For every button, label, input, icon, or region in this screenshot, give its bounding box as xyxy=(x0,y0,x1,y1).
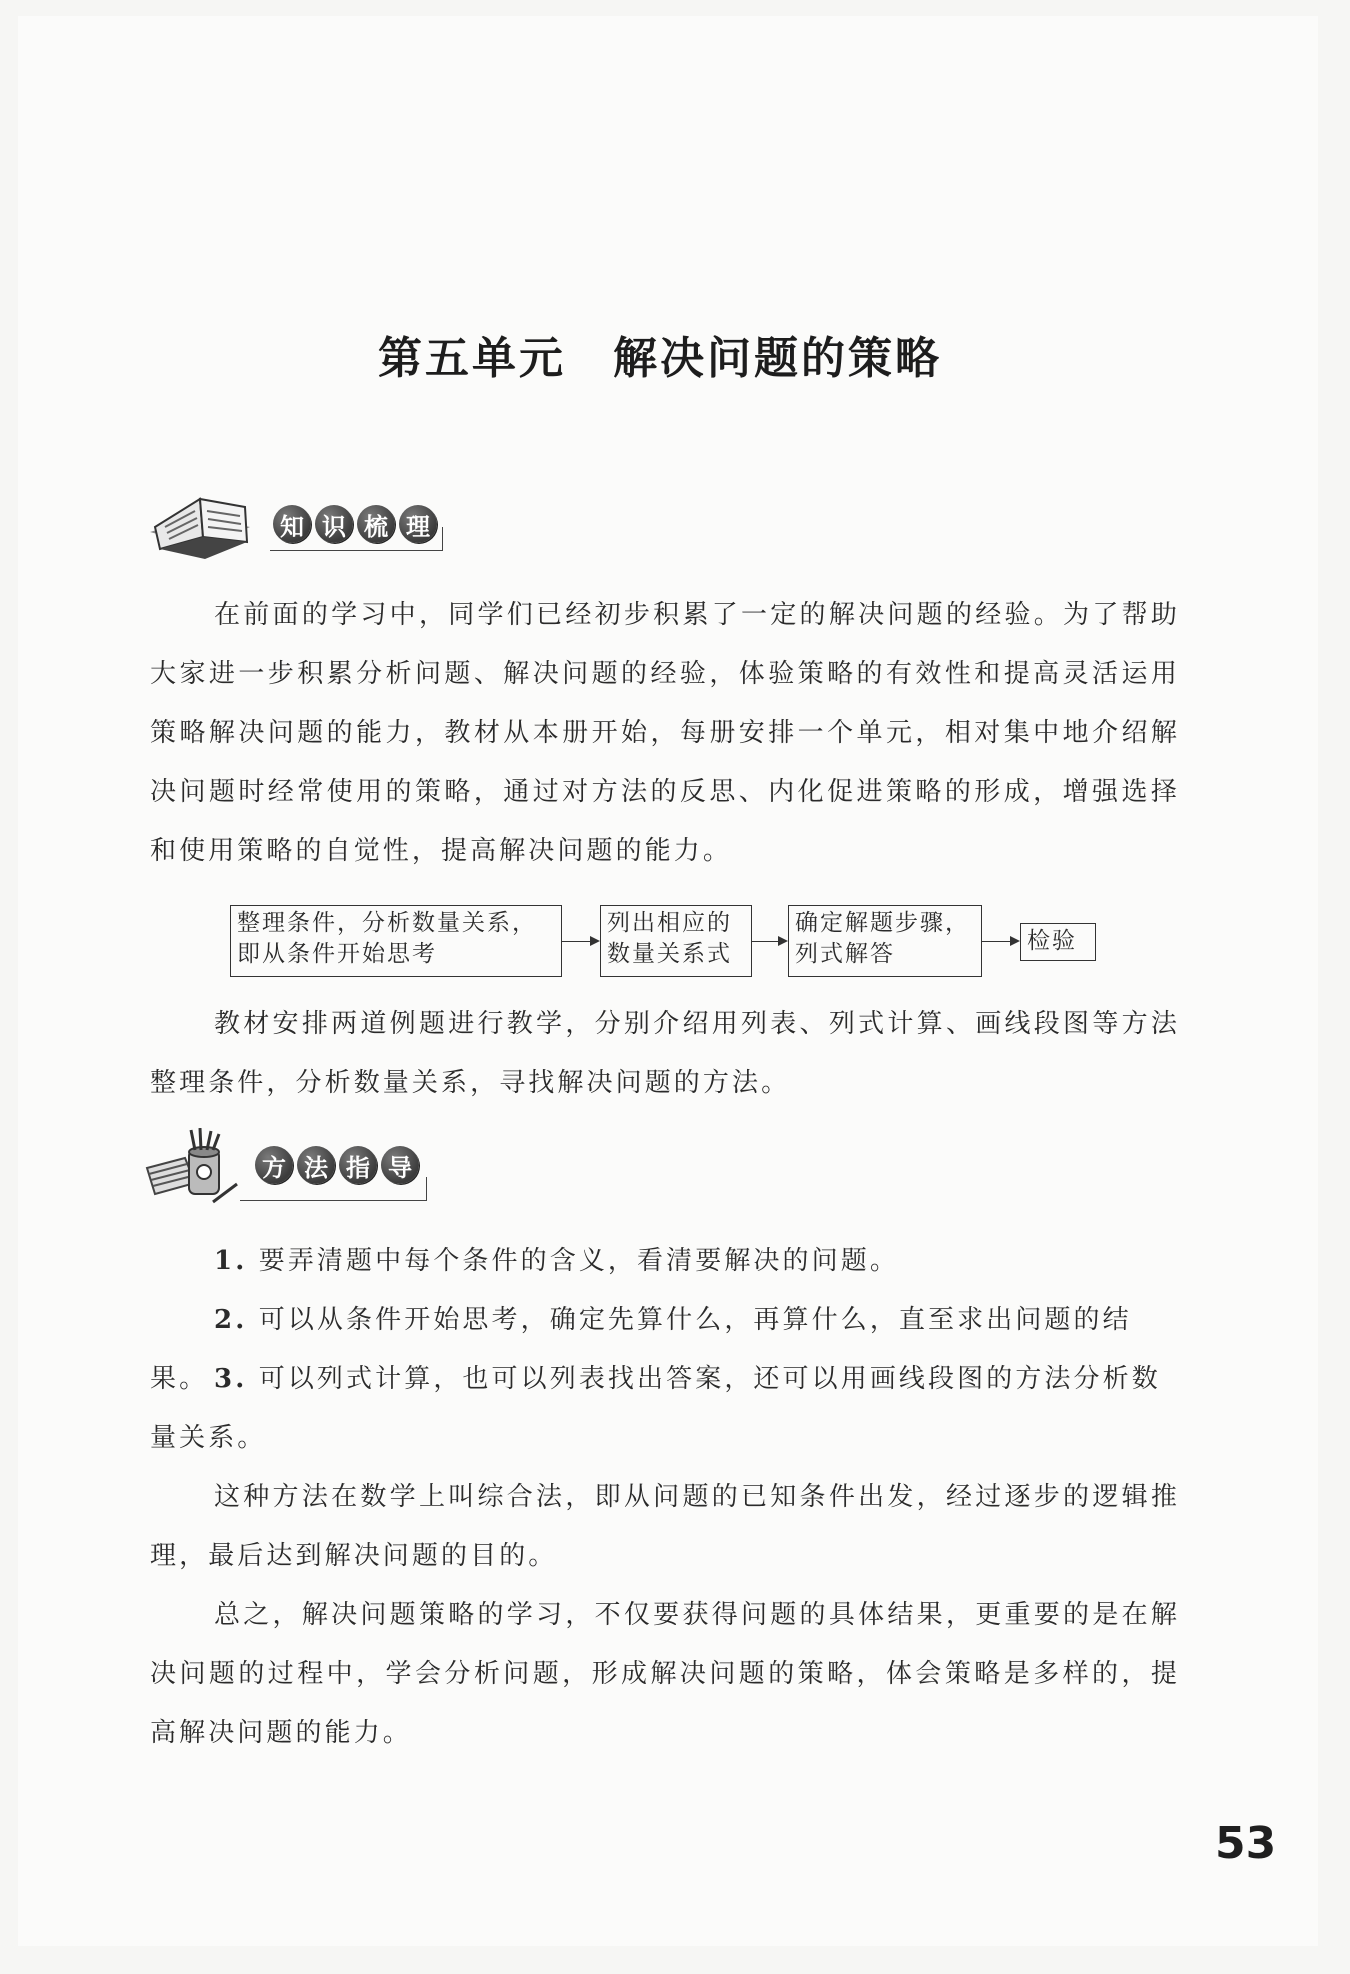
strategy-flowchart xyxy=(230,905,1130,985)
pencil-cup-icon xyxy=(145,1128,255,1208)
badge-char: 指 xyxy=(339,1146,377,1184)
header-underline xyxy=(240,1200,426,1201)
list-item xyxy=(150,1232,1180,1291)
flow-arrow xyxy=(562,941,598,942)
badge-char: 法 xyxy=(297,1146,335,1184)
badge-char: 梳 xyxy=(357,505,395,543)
header-tick xyxy=(426,1177,427,1201)
flow-step-line: 列式解答 xyxy=(795,941,895,967)
list-text: 要弄清题中每个条件的含义，看清要解决的问题。 xyxy=(258,1246,899,1276)
list-number: 1. xyxy=(214,1246,248,1276)
badge-char: 识 xyxy=(315,505,353,543)
badge-char: 方 xyxy=(255,1146,293,1184)
flow-arrow xyxy=(982,941,1018,942)
flow-step-solve xyxy=(788,905,982,977)
flow-step-line: 列出相应的 xyxy=(607,910,732,936)
flow-arrow xyxy=(752,941,786,942)
header-underline xyxy=(270,550,442,551)
intro-paragraph: 在前面的学习中，同学们已经初步积累了一定的解决问题的经验。为了帮助大家进一步积累分析问题、解决问题的经验，体验策略的有效性和提高灵活运用策略解决问题的能力，教材从本册开始，每册安排一个单元，相对集中地介绍解决问题时经常使用的策略，通过对方法的反思、内化促进策略的形成，增强选择和使用策略的自觉性，提高解决问题的能力。 xyxy=(150,600,1180,866)
flow-step-check xyxy=(1020,923,1096,961)
flow-step-line: 检验 xyxy=(1027,928,1077,954)
page-number: 53 xyxy=(1215,1818,1277,1869)
badge-char: 理 xyxy=(399,505,437,543)
teaching-paragraph: 教材安排两道例题进行教学，分别介绍用列表、列式计算、画线段图等方法整理条件，分析数量关系，寻找解决问题的方法。 xyxy=(150,1009,1180,1098)
section-badges xyxy=(255,1146,419,1184)
section-header-method xyxy=(145,1128,465,1218)
flow-step-line: 确定解题步骤， xyxy=(795,910,970,936)
header-tick xyxy=(442,527,443,551)
flow-step-line: 即从条件开始思考 xyxy=(237,941,437,967)
flow-step-relation xyxy=(600,905,752,977)
flow-step-line: 整理条件，分析数量关系， xyxy=(237,910,537,936)
section-badges xyxy=(273,505,437,543)
list-text: 可以从条件开始思考，确定先算什么，再算什么，直至求出问题的结果。 xyxy=(150,1305,1132,1394)
list-number: 2. xyxy=(214,1305,248,1335)
badge-char: 导 xyxy=(381,1146,419,1184)
flow-step-line: 数量关系式 xyxy=(607,941,732,967)
page-title: 第五单元 解决问题的策略 xyxy=(378,333,942,384)
badge-char: 知 xyxy=(273,505,311,543)
list-number: 3. xyxy=(214,1364,248,1394)
list-item xyxy=(150,1350,1180,1468)
method-paragraph: 这种方法在数学上叫综合法，即从问题的已知条件出发，经过逐步的逻辑推理，最后达到解决问题的目的。 xyxy=(150,1482,1180,1571)
summary-paragraph: 总之，解决问题策略的学习，不仅要获得问题的具体结果，更重要的是在解决问题的过程中，学会分析问题，形成解决问题的策略，体会策略是多样的，提高解决问题的能力。 xyxy=(150,1600,1180,1748)
list-text: 可以列式计算，也可以列表找出答案，还可以用画线段图的方法分析数量关系。 xyxy=(150,1364,1161,1453)
section-header-knowledge xyxy=(145,487,465,577)
open-book-icon xyxy=(145,487,255,567)
flow-step-organize xyxy=(230,905,562,977)
